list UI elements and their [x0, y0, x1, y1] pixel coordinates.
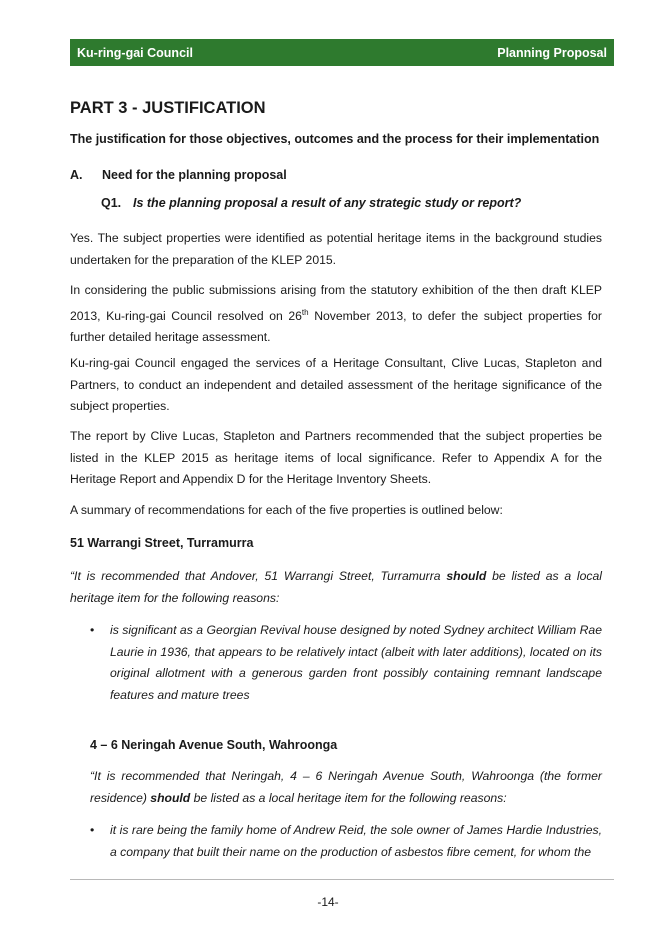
- question-1: [101, 196, 521, 210]
- property-1-quote-b: be listed as a local heritage item for the following reasons:: [70, 569, 602, 605]
- property-2-quote-emphasis: should: [150, 790, 191, 805]
- section-letter: A.: [70, 168, 83, 182]
- paragraph-4: The report by Clive Lucas, Stapleton and Partners recommended that the subject properties be listed in the KLEP 2015 as heritage items of local significance. Refer to Appendix A for the Heritage Report and Appendix D for the Heritage Inventory Sheets.: [70, 429, 602, 486]
- section-a-heading: [70, 168, 287, 182]
- question-number: Q1.: [101, 196, 122, 210]
- property-1-quote: [70, 566, 602, 609]
- paragraph-3: Ku-ring-gai Council engaged the services of a Heritage Consultant, Clive Lucas, Stapleton and Partners, to conduct an independent and detailed assessment of the heritage significance of the subject properties.: [70, 356, 602, 413]
- header-document-type: Planning Proposal: [497, 45, 607, 60]
- property-2-bullet: it is rare being the family home of Andrew Reid, the sole owner of James Hardie Industries, a company that built their name on the production of asbestos fibre cement, for whom the: [110, 823, 602, 859]
- property-2-quote: [90, 766, 602, 809]
- paragraph-2-text-a: In considering the public submissions arising from the statutory exhibition of the then draft KLEP 2013, Ku-ring-gai Council resolved on 26: [70, 283, 602, 323]
- property-2-quote-b: be listed as a local heritage item for the following reasons:: [190, 790, 507, 805]
- page-number: -14-: [317, 895, 339, 909]
- section-label: Need for the planning proposal: [102, 168, 287, 182]
- part-subtitle: The justification for those objectives, outcomes and the process for their implementation: [70, 132, 600, 146]
- question-text: Is the planning proposal a result of any strategic study or report?: [133, 196, 522, 210]
- property-2-quote-a: “It is recommended that Neringah, 4 – 6 Neringah Avenue South, Wahroonga (the former residence): [90, 769, 602, 805]
- bullet-icon: •: [90, 623, 95, 637]
- ordinal-suffix: th: [301, 307, 309, 317]
- paragraph-2: [70, 280, 602, 349]
- paragraph-5: A summary of recommendations for each of the five properties is outlined below:: [70, 503, 503, 517]
- property-1-quote-emphasis: should: [446, 569, 487, 583]
- property-1-heading: 51 Warrangi Street, Turramurra: [70, 536, 254, 550]
- bullet-icon: •: [90, 823, 95, 837]
- footer-divider: [70, 879, 614, 880]
- page-title: PART 3 - JUSTIFICATION: [70, 99, 266, 117]
- property-2-heading: 4 – 6 Neringah Avenue South, Wahroonga: [90, 738, 338, 752]
- property-1-quote-a: “It is recommended that Andover, 51 Warrangi Street, Turramurra: [70, 569, 447, 583]
- property-1-bullet: is significant as a Georgian Revival house designed by noted Sydney architect William Rae Laurie in 1936, that appears to be relatively intact (albeit with later additions), located on its original allotment with a generous garden front possibly containing remnant landscape features and mature trees: [110, 623, 602, 702]
- paragraph-1: Yes. The subject properties were identified as potential heritage items in the background studies undertaken for the preparation of the KLEP 2015.: [70, 231, 602, 267]
- page-header: [70, 39, 614, 66]
- header-council: Ku-ring-gai Council: [77, 45, 193, 60]
- paragraph-2-text-b: November 2013, to defer the subject properties for further detailed heritage assessment.: [70, 308, 602, 345]
